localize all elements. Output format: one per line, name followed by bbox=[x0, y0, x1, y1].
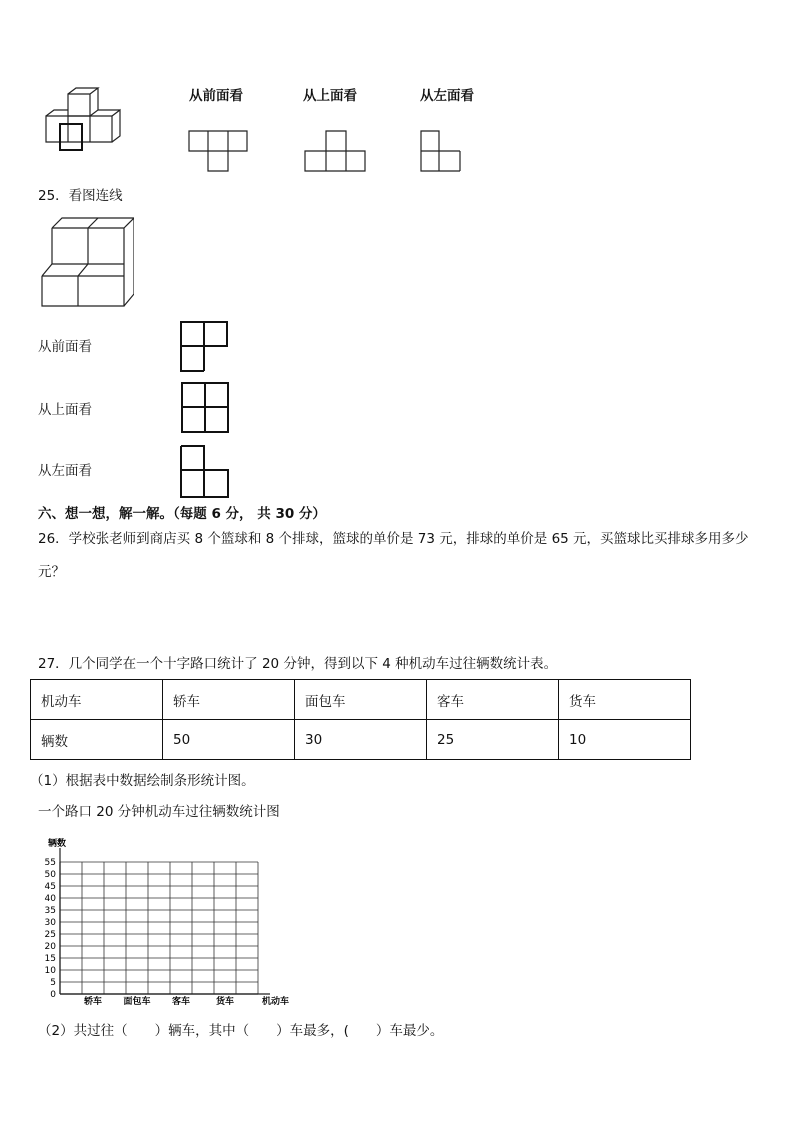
q26-line-1: 26．学校张老师到商店买 8 个篮球和 8 个排球，篮球的单价是 73 元，排球的单价是 65 元，买篮球比买排球多用多少 bbox=[38, 531, 749, 547]
table-row bbox=[31, 680, 691, 720]
y-tick-label: 35 bbox=[44, 906, 56, 916]
x-category-label: 客车 bbox=[171, 997, 191, 1007]
q25-left-label: 从左面看 bbox=[38, 463, 92, 479]
y-tick-label: 20 bbox=[44, 942, 56, 952]
q27-intro: 27．几个同学在一个十字路口统计了 20 分钟，得到以下 4 种机动车过往辆数统计表。 bbox=[38, 656, 558, 672]
y-tick-label: 5 bbox=[50, 978, 56, 988]
chart-title: 一个路口 20 分钟机动车过往辆数统计图 bbox=[38, 804, 280, 820]
chart-grid bbox=[60, 848, 270, 994]
q24-cube-stack-figure bbox=[40, 86, 130, 156]
q26-line-2: 元？ bbox=[38, 564, 65, 580]
y-tick-label: 40 bbox=[44, 894, 56, 904]
chart-y-ticks bbox=[45, 858, 57, 1000]
y-tick-label: 55 bbox=[44, 858, 56, 868]
q25-solid-figure bbox=[38, 214, 134, 312]
table-cell: 辆数 bbox=[31, 720, 163, 760]
y-tick-label: 25 bbox=[44, 930, 56, 940]
table-cell: 10 bbox=[559, 720, 691, 760]
table-cell: 25 bbox=[427, 720, 559, 760]
table-cell: 面包车 bbox=[295, 680, 427, 720]
y-tick-label: 45 bbox=[44, 882, 56, 892]
table-cell: 客车 bbox=[427, 680, 559, 720]
q25-top-label: 从上面看 bbox=[38, 402, 92, 418]
q27-sub-question-2: （2）共过往（ ）辆车，其中（ ）车最多，( ）车最少。 bbox=[38, 1023, 444, 1039]
table-cell: 30 bbox=[295, 720, 427, 760]
q27-sub-question-1: （1）根据表中数据绘制条形统计图。 bbox=[30, 773, 255, 789]
q27-data-table bbox=[30, 679, 691, 760]
section-six-heading: 六、想一想，解一解。（每题 6 分， 共 30 分） bbox=[38, 506, 326, 522]
q24-front-view-label: 从前面看 bbox=[189, 88, 243, 104]
table-cell: 货车 bbox=[559, 680, 691, 720]
table-cell: 机动车 bbox=[31, 680, 163, 720]
y-tick-label: 0 bbox=[50, 990, 56, 1000]
blank-bar-chart[interactable] bbox=[34, 834, 304, 1010]
q25-view-shape-2[interactable] bbox=[178, 380, 232, 436]
q25-view-shape-3[interactable] bbox=[178, 443, 232, 501]
table-cell: 轿车 bbox=[163, 680, 295, 720]
table-row bbox=[31, 720, 691, 760]
q24-top-view-label: 从上面看 bbox=[303, 88, 357, 104]
chart-x-categories bbox=[83, 995, 234, 1007]
q25-title: 25．看图连线 bbox=[38, 188, 123, 204]
x-category-label: 面包车 bbox=[123, 997, 151, 1007]
q24-left-view-shape bbox=[418, 128, 464, 174]
q25-view-shape-1[interactable] bbox=[178, 319, 230, 375]
q24-front-view-shape bbox=[186, 128, 250, 174]
chart-y-axis-label: 辆数 bbox=[48, 839, 67, 849]
q24-top-view-shape bbox=[302, 128, 368, 174]
q25-front-label: 从前面看 bbox=[38, 339, 92, 355]
chart-x-axis-label: 机动车 bbox=[262, 997, 290, 1007]
q24-left-view-label: 从左面看 bbox=[420, 88, 474, 104]
y-tick-label: 30 bbox=[44, 918, 56, 928]
y-tick-label: 10 bbox=[44, 966, 56, 976]
y-tick-label: 50 bbox=[44, 870, 56, 880]
x-category-label: 轿车 bbox=[83, 997, 103, 1007]
x-category-label: 货车 bbox=[215, 997, 235, 1007]
y-tick-label: 15 bbox=[44, 954, 56, 964]
table-cell: 50 bbox=[163, 720, 295, 760]
